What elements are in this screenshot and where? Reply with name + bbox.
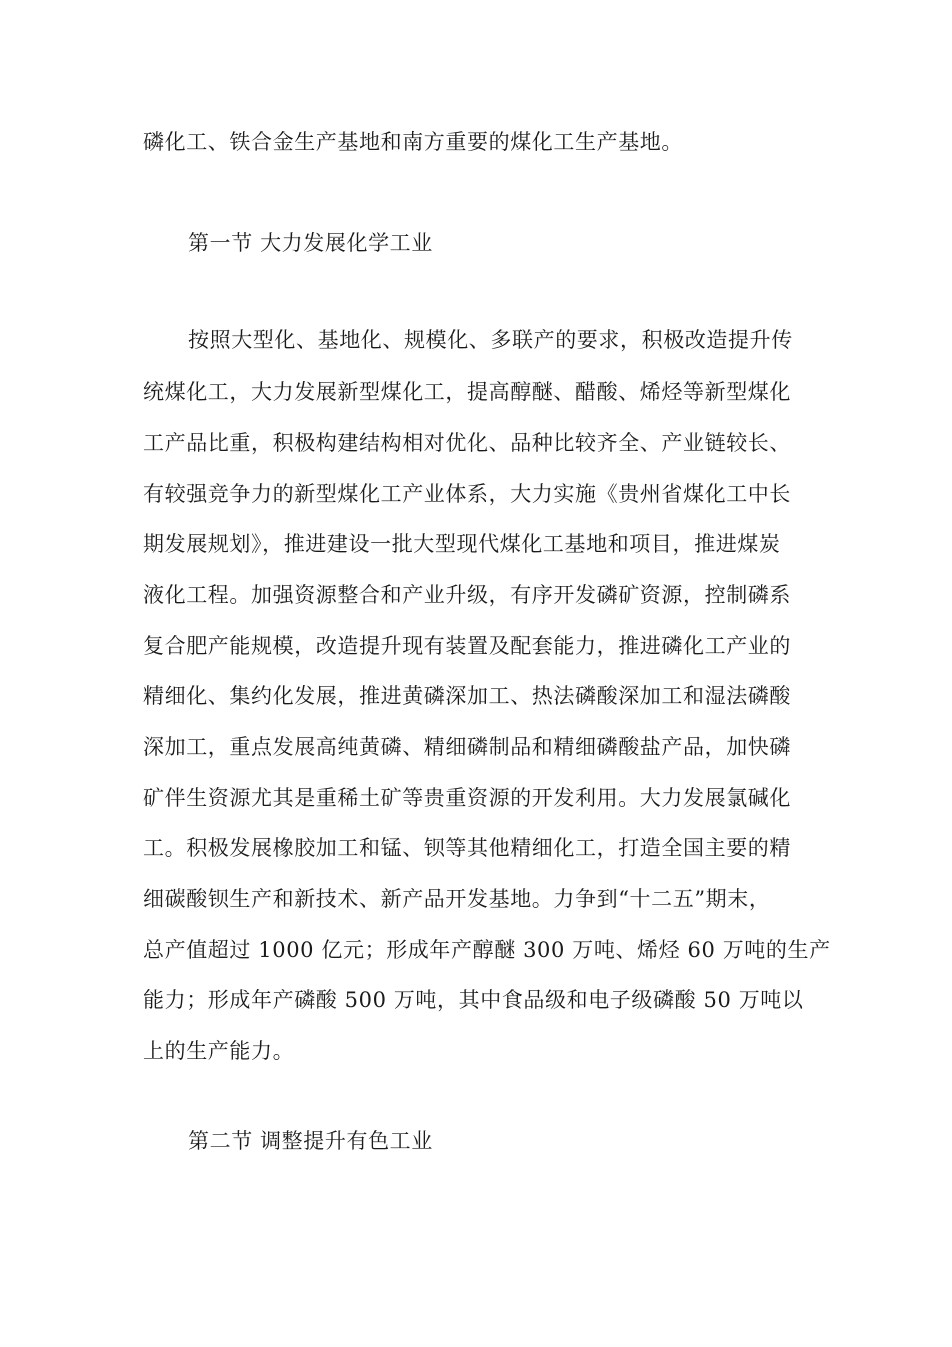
paragraph-line: 精细化、集约化发展，推进黄磷深加工、热法磷酸深加工和湿法磷酸: [143, 684, 791, 708]
paragraph-line: 能力；形成年产磷酸 500 万吨，其中食品级和电子级磷酸 50 万吨以: [143, 988, 804, 1012]
paragraph-line: 液化工程。加强资源整合和产业升级，有序开发磷矿资源，控制磷系: [143, 583, 791, 607]
paragraph-line: 工。积极发展橡胶加工和锰、钡等其他精细化工，打造全国主要的精: [143, 836, 791, 860]
intro-line: 磷化工、铁合金生产基地和南方重要的煤化工生产基地。: [143, 130, 683, 154]
section1-heading: 第一节 大力发展化学工业: [188, 231, 433, 255]
paragraph-line: 期发展规划》，推进建设一批大型现代煤化工基地和项目，推进煤炭: [143, 532, 781, 556]
paragraph-line: 复合肥产能规模，改造提升现有装置及配套能力，推进磷化工产业的: [143, 634, 791, 658]
paragraph-line: 上的生产能力。: [143, 1039, 295, 1063]
paragraph-line: 细碳酸钡生产和新技术、新产品开发基地。力争到“十二五”期末，: [143, 887, 771, 911]
paragraph-line: 统煤化工，大力发展新型煤化工，提高醇醚、醋酸、烯烃等新型煤化: [143, 380, 791, 404]
paragraph-line: 矿伴生资源尤其是重稀土矿等贵重资源的开发利用。大力发展氯碱化: [143, 786, 791, 810]
section2-heading: 第二节 调整提升有色工业: [188, 1129, 433, 1153]
paragraph-line: 工产品比重，积极构建结构相对优化、品种比较齐全、产业链较长、: [143, 431, 791, 455]
paragraph-line: 有较强竞争力的新型煤化工产业体系，大力实施《贵州省煤化工中长: [143, 482, 791, 506]
paragraph-line: 总产值超过 1000 亿元；形成年产醇醚 300 万吨、烯烃 60 万吨的生产: [143, 938, 831, 962]
paragraph-line: 按照大型化、基地化、规模化、多联产的要求，积极改造提升传: [188, 328, 793, 352]
paragraph-line: 深加工，重点发展高纯黄磷、精细磷制品和精细磷酸盐产品，加快磷: [143, 735, 791, 759]
